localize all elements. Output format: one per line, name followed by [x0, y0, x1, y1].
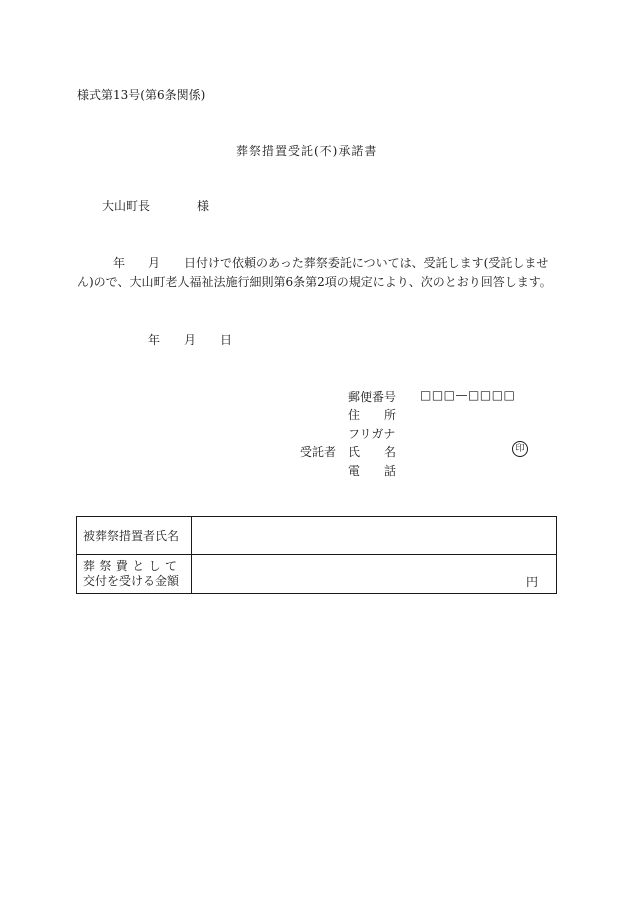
- recipient-label: 受託者: [300, 445, 337, 459]
- addressee-honorific: 様: [197, 199, 210, 213]
- info-table: [76, 516, 557, 594]
- yen-unit-label: 円: [525, 575, 538, 589]
- date-year-label: 年: [148, 333, 161, 347]
- body-text-line-2: ん)ので、大山町老人福祉法施行細則第6条第2項の規定により、次のとおり回答します。: [77, 275, 552, 289]
- funeral-amount-header-line-1: 葬祭費として: [83, 559, 182, 573]
- funeral-amount-header: [77, 555, 192, 594]
- document-title: 葬祭措置受託(不)承諾書: [236, 144, 378, 158]
- table-row: [77, 555, 557, 594]
- address-label: 住 所: [348, 408, 397, 422]
- date-month-label: 月: [184, 333, 197, 347]
- phone-label: 電 話: [348, 464, 397, 478]
- postal-code-label: 郵便番号: [348, 390, 397, 404]
- deceased-name-cell[interactable]: [192, 517, 557, 555]
- table-row: [77, 517, 557, 555]
- postal-code-boxes: □□□—□□□□: [420, 388, 516, 402]
- furigana-label: フリガナ: [348, 427, 396, 441]
- funeral-amount-header-line-2: 交付を受ける金額: [83, 574, 180, 588]
- deceased-name-header: 被葬祭措置者氏名: [77, 517, 192, 555]
- body-paragraph-line-1: [0, 254, 630, 270]
- seal-icon: 印: [512, 441, 528, 457]
- form-number: 様式第13号(第6条関係): [77, 88, 206, 102]
- body-month-label: 月: [148, 256, 161, 270]
- name-label: 氏 名: [348, 445, 397, 459]
- body-text-line-1: 日付けで依頼のあった葬祭委託については、受託します(受託しませ: [184, 256, 549, 270]
- body-year-label: 年: [113, 256, 126, 270]
- addressee-name: 大山町長: [102, 199, 151, 213]
- funeral-amount-cell[interactable]: [192, 555, 557, 594]
- date-day-label: 日: [220, 333, 233, 347]
